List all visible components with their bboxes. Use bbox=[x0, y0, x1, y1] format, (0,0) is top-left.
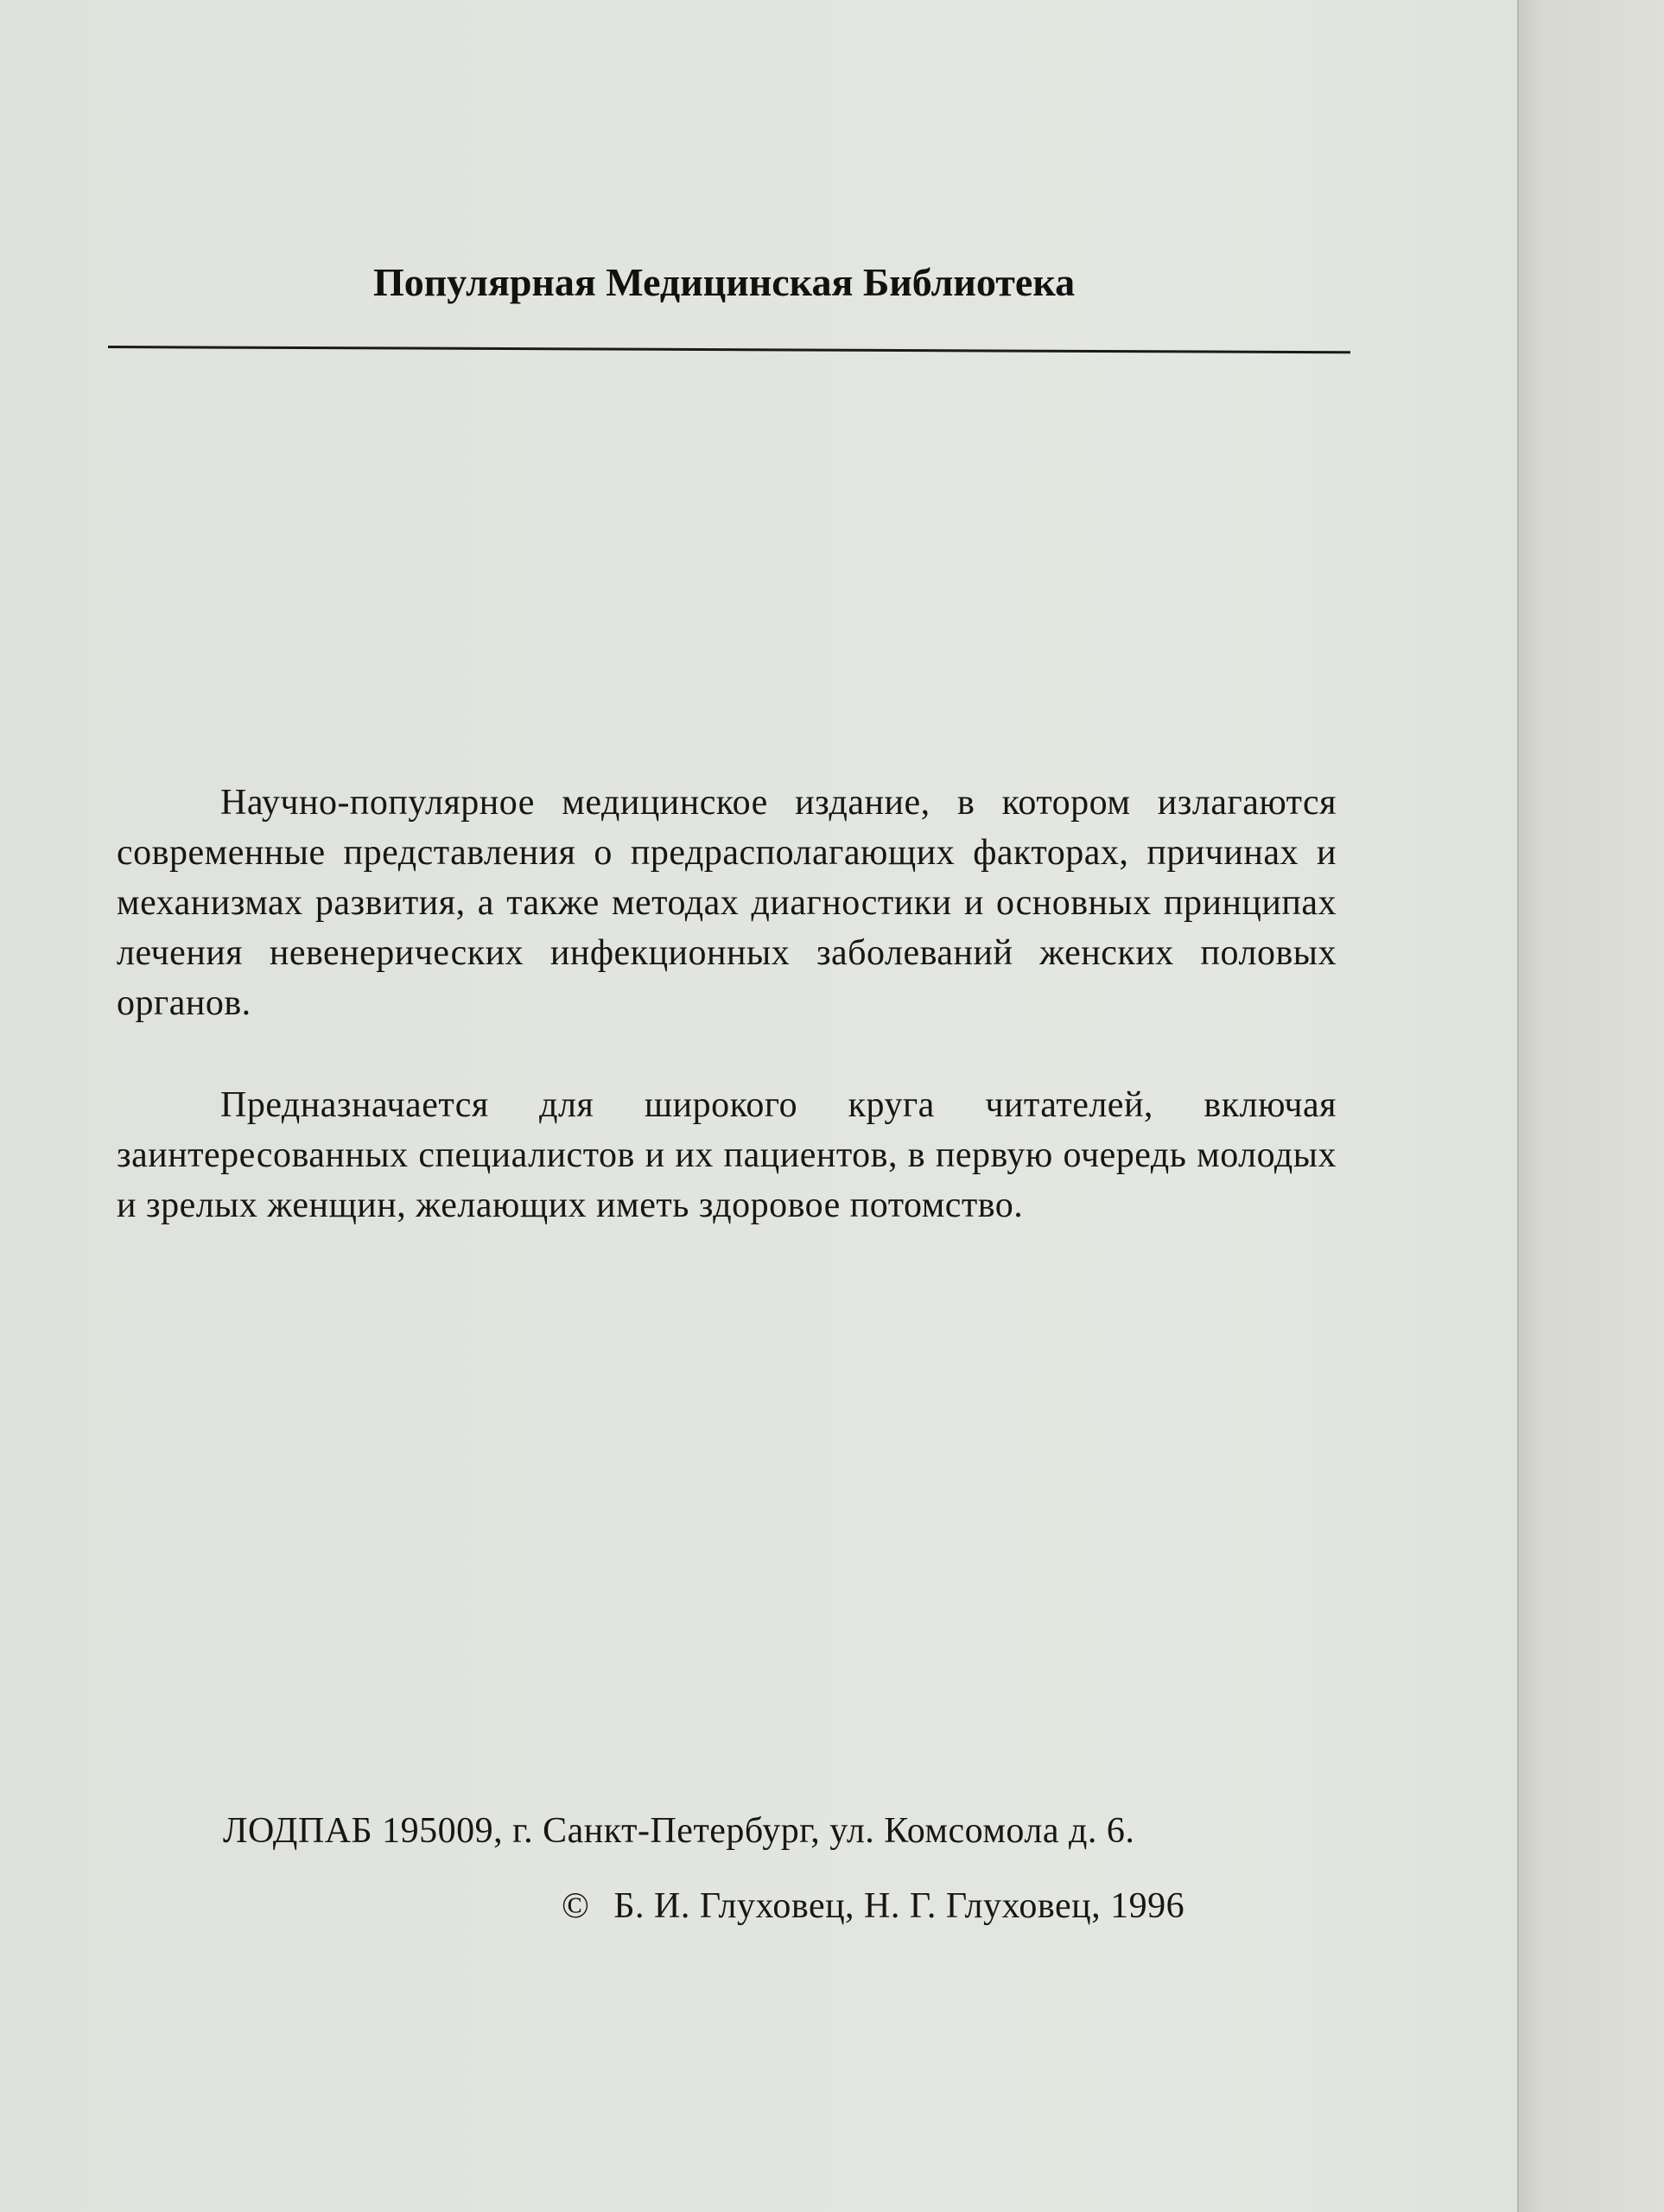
annotation-paragraph-1: Научно-популярное медицинское издание, в котором излагаются современные представления о предрасполагающих факторах, причинах и механизмах развития, а также методах диагностики и основных принципах лечения невенерических инфекционных заболеваний женских половых органов. bbox=[117, 783, 1337, 1023]
copyright-text: Б. И. Глуховец, Н. Г. Глуховец, 1996 bbox=[613, 1886, 1185, 1926]
annotation-paragraph-2: Предназначается для широкого круга читателей, включая заинтересованных специалистов и их пациентов, в первую очередь молодых и зрелых женщин, желающих иметь здоровое потомство. bbox=[117, 1085, 1337, 1225]
copyright-symbol: © bbox=[562, 1886, 590, 1926]
series-title: Популярная Медицинская Библиотека bbox=[373, 260, 1076, 304]
publisher-address: ЛОДПАБ 195009, г. Санкт-Петербург, ул. Комсомола д. 6. bbox=[223, 1811, 1135, 1851]
adjacent-page-edge bbox=[1517, 0, 1664, 2212]
header-rule bbox=[108, 346, 1350, 353]
copyright-line bbox=[562, 1885, 1184, 1927]
